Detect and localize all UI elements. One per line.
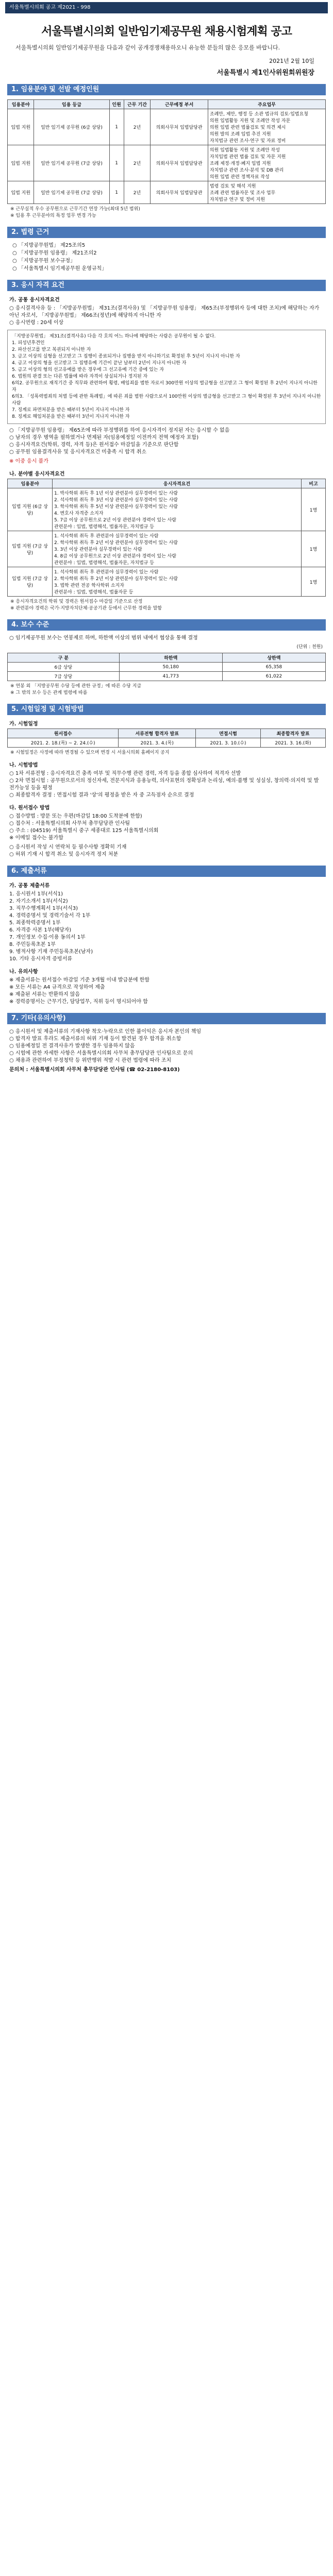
pay-intro: ○ 임기제공무원 보수는 연봉제로 하며, 하한액 이상의 범위 내에서 협상을 통해 결정 — [9, 635, 198, 641]
docs-items: 1. 응시원서 1부(서식1) 2. 자기소개서 1부(서식2) 3. 직무수행계획서 1부(서식3) 4. 경력증명서 및 경력기술서 각 1부 5. 최종학력증명서 1부 6. 자격증 사본 1부(해당자) 7. 개인정보 수집·이용 동의서 1부 8. 주민등록초본 1부 9. 병적사항 기재 주민등록초본(남자) 10. 기타 응시자격 증빙서류 — [9, 891, 93, 962]
section-6-heading: 6. 제출서류 — [7, 866, 326, 877]
dept-cell: 의회사무처 입법담당관 — [151, 145, 208, 181]
section-3 — [7, 280, 326, 612]
requirement-cell: 1. 석사학위 취득 후 관련분야 실무경력이 있는 사람 2. 학사학위 취득 후 2년 이상 관련분야 실무경력이 있는 사람 3. 3년 이상 관련분야 실무경력이 있는 사람 4. 8급 이상 공무원으로 2년 이상 관련분야 경력이 있는 사람 관련분야 : 입법, 법령해석, 법률자문, 자치법규 등 — [53, 531, 302, 567]
schedule-table — [7, 728, 326, 748]
period-cell: 2년 — [124, 109, 151, 145]
note-cell: 1명 — [302, 531, 326, 567]
schedule-cell: 2021. 3. 10.(수) — [195, 738, 260, 748]
schedule-note: ※ 시험일정은 사정에 따라 변경될 수 있으며 변경 시 서울시의회 홈페이지 공지 — [10, 750, 170, 755]
note-cell: 1명 — [302, 567, 326, 597]
table-header-cell: 상한액 — [222, 653, 325, 663]
section-5-heading: 5. 시험일정 및 시험방법 — [7, 704, 326, 715]
table-header-cell: 인원 — [109, 100, 124, 109]
count-cell: 1 — [109, 109, 124, 145]
high-pay-cell: 65,358 — [222, 663, 325, 672]
law-item: ○ 「지방공무원 보수규정」 — [12, 258, 76, 264]
field-cell: 입법 지원 (6급 상당) — [8, 488, 53, 531]
apply-text: ○ 접수방법 : 방문 또는 우편(마감일 18:00 도착분에 한함) ○ 접수처 : 서울특별시의회 사무처 총무담당관 인사팀 ○ 주소 : (04519) 서울특별시 중구 세종대로 125 서울특별시의회 ※ 이메일 접수는 불가함 — [9, 814, 159, 841]
schedule-cell: 2021. 3. 4.(목) — [119, 738, 196, 748]
qualification-note: ※ 응시자격요건의 학위 및 경력은 원서접수 마감일 기준으로 산정 ※ 관련분야 경력은 국가·지방자치단체·공공기관 등에서 근무한 경력을 말함 — [10, 599, 162, 611]
grade-cell: 일반 임기제 공무원 (7급 상당) — [34, 181, 109, 204]
common-qual-heading: 가. 공통 응시자격요건 — [9, 297, 60, 303]
table-row — [8, 663, 326, 672]
table-row — [8, 109, 326, 145]
grade-cell: 일반 임기제 공무원 (6급 상당) — [34, 109, 109, 145]
disqualification-box: 「지방공무원법」 제31조(결격사유) 다음 각 호의 어느 하나에 해당하는 사람은 공무원이 될 수 없다. 1. 피성년후견인 2. 파산선고를 받고 복권되지 아니한 자 3. 금고 이상의 실형을 선고받고 그 집행이 종료되거나 집행을 받지 아니하기로 확정된 후 5년이 지나지 아니한 자 4. 금고 이상의 형을 선고받고 그 집행유예 기간이 끝난 날부터 2년이 지나지 아니한 자 5. 금고 이상의 형의 선고유예를 받은 경우에 그 선고유예 기간 중에 있는 자 6. 법원의 판결 또는 다른 법률에 따라 자격이 상실되거나 정지된 자 6의2. 공무원으로 재직기간 중 직무와 관련하여 횡령, 배임죄를 범한 자로서 300만원 이상의 벌금형을 선고받고 그 형이 확정된 후 2년이 지나지 아니한 자 6의3. 「성폭력범죄의 처벌 등에 관한 특례법」에 따른 죄를 범한 사람으로서 100만원 이상의 벌금형을 선고받고 그 형이 확정된 후 3년이 지나지 아니한 사람 7. 징계로 파면처분을 받은 때부터 5년이 지나지 아니한 자 8. 징계로 해임처분을 받은 때부터 3년이 지나지 아니한 자 — [7, 330, 326, 424]
table-header-cell: 하한액 — [119, 653, 222, 663]
period-cell: 2년 — [124, 181, 151, 204]
note-cell: 1명 — [302, 488, 326, 531]
field-cell: 입법 지원 — [8, 109, 34, 145]
table-row — [8, 181, 326, 204]
table-row — [8, 567, 326, 597]
duties-cell: 법령 검토 및 해석 지원 조례 관련 법률자문 및 조사 업무 자치법규 연구 및 정비 지원 — [208, 181, 325, 204]
table-header-cell: 주요업무 — [208, 100, 325, 109]
table-header-cell: 서류전형 합격자 발표 — [119, 729, 196, 738]
low-pay-cell: 50,180 — [119, 663, 222, 672]
table-header-cell: 원서접수 — [8, 729, 119, 738]
table-header-cell: 임용분야 — [8, 479, 53, 488]
etc-items: ○ 응시원서 및 제출서류의 기재사항 착오·누락으로 인한 불이익은 응시자 본인의 책임 ○ 합격자 발표 후라도 제출서류의 허위 기재 등이 발견된 경우 합격을 취소함 ○ 임용예정일 전 결격사유가 발생한 경우 임용하지 않음 ○ 시험에 관한 자세한 사항은 서울특별시의회 사무처 총무담당관 인사팀으로 문의 ○ 채용과 관련하여 부정청탁 등 위반행위 적발 시 관련 법령에 따라 조치 — [9, 1029, 202, 1063]
section-2 — [7, 227, 326, 273]
notice-number-bar: 서울특별시의회 공고 제2021 - 998 — [5, 2, 328, 13]
table-row — [8, 738, 326, 748]
table-header-cell: 임용 등급 — [34, 100, 109, 109]
section-4 — [7, 619, 326, 697]
docs-heading: 가. 공통 제출서류 — [9, 883, 50, 889]
method-heading: 나. 시험방법 — [9, 762, 38, 768]
notice-date: 2021년 2월 10일 — [269, 58, 314, 64]
method-text: ○ 1차 서류전형 : 응시자격요건 충족 여부 및 직무수행 관련 경력, 자격 등을 종합 심사하여 적격자 선발 ○ 2차 면접시험 : 공무원으로서의 정신자세, 전문지식과 응용능력, 의사표현의 정확성과 논리성, 예의·품행 및 성실성, 창의력·의지력 및 발전가능성 등을 평정 ○ 최종합격자 결정 : 면접시험 결과 '상'의 평정을 받은 자 중 고득점자 순으로 결정 — [9, 771, 319, 798]
field-qual-heading: 나. 분야별 응시자격요건 — [9, 471, 65, 477]
schedule-cell: 2021. 2. 18.(목) ~ 2. 24.(수) — [8, 738, 119, 748]
notice-title: 서울특별시의회 일반임기제공무원 채용시험계획 공고 — [41, 25, 292, 38]
common-qual-text: ○ 응시결격사유 등 : 「지방공무원법」 제31조(결격사유) 및 「지방공무원 임용령」 제65조(부정행위자 등에 대한 조치)에 해당하는 자가 아닌 자로서, 「지방공무원법」 제66조(정년)에 해당하지 아니한 자 ○ 응시연령 : 20세 이상 — [9, 306, 320, 326]
docs-notes-heading: 나. 유의사항 — [9, 969, 38, 975]
table-row — [8, 488, 326, 531]
requirement-cell: 1. 석사학위 취득 후 관련분야 실무경력이 있는 사람 2. 학사학위 취득 후 2년 이상 관련분야 실무경력이 있는 사람 3. 법학 관련 전공 학사학위 소지자 관련분야 : 입법, 법령해석, 법률자문 등 — [53, 567, 302, 597]
duties-cell: 조례안, 제안, 행정 등 소관 법규의 검토·입법요청 의원 입법활동 지원 및 조례안 작성 자문 의원 입법 관련 법률검토 및 의견 제시 의원 발의 조례 입법 추진 지원 자치법규 관련 조사·연구 및 자료 정비 — [208, 109, 325, 145]
low-pay-cell: 41,773 — [119, 672, 222, 681]
qual-notes: ○ 「지방공무원 임용령」 제65조에 따라 부정행위를 하여 응시자격이 정지된 자는 응시할 수 없음 ○ 남자의 경우 병역을 필하였거나 면제된 자(임용예정일 이전까지 전역 예정자 포함) ○ 응시자격요건(학위, 경력, 자격 등)은 원서접수 마감일을 기준으로 판단함 ○ 공무원 임용결격사유 및 응시자격요건 미충족 시 합격 취소 — [9, 428, 230, 455]
table-header-cell: 응시자격요건 — [53, 479, 302, 488]
section-6 — [7, 866, 326, 1006]
apply-heading: 다. 원서접수 방법 — [9, 805, 50, 811]
contact-info: 문의처 : 서울특별시의회 사무처 총무담당관 인사팀 (☎ 02-2180-8103) — [9, 1067, 180, 1073]
table-header-cell: 임용분야 — [8, 100, 34, 109]
table-header-cell: 근무예정 부서 — [151, 100, 208, 109]
law-item: ○ 「지방공무원 임용령」 제21조의2 — [12, 250, 97, 256]
notice-intro: 서울특별시의회 일반임기제공무원을 다음과 같이 공개경쟁채용하오니 유능한 분들의 많은 응모를 바랍니다. — [15, 44, 280, 51]
positions-table — [7, 99, 326, 204]
table-header-cell: 비고 — [302, 479, 326, 488]
table-row — [8, 145, 326, 181]
positions-note: ※ 근무실적 우수 공무원으로 근무기간 연장 가능(최대 5년 범위) ※ 임용 후 근무분야의 특정 업무 변경 가능 — [10, 207, 140, 218]
pay-note: ※ 연봉 외 「지방공무원 수당 등에 관한 규정」에 따른 수당 지급 ※ 그 밖의 보수 등은 관계 법령에 따름 — [10, 684, 142, 696]
schedule-heading: 가. 시험일정 — [9, 721, 38, 727]
table-header-cell: 최종합격자 발표 — [260, 729, 325, 738]
law-list — [7, 242, 326, 273]
section-3-heading: 3. 응시 자격 요건 — [7, 280, 326, 291]
period-cell: 2년 — [124, 145, 151, 181]
grade-cell: 7급 상당 — [8, 672, 120, 681]
notice-issuer: 서울특별시 제1인사위원회위원장 — [217, 69, 314, 77]
high-pay-cell: 61,022 — [222, 672, 325, 681]
table-header-cell: 근무 기간 — [124, 100, 151, 109]
section-1 — [7, 84, 326, 219]
law-item: ○ 「지방공무원법」 제25조의5 — [12, 243, 86, 248]
count-cell: 1 — [109, 145, 124, 181]
qual-mark: ※ 이중 응시 불가 — [9, 459, 48, 464]
field-cell: 입법 지원 (7급 상당) — [8, 531, 53, 567]
section-2-heading: 2. 법령 근거 — [7, 227, 326, 238]
table-row — [8, 531, 326, 567]
pay-unit: (단위 : 천원) — [296, 645, 323, 650]
table-header-cell: 구 분 — [8, 653, 120, 663]
section-7 — [7, 1013, 326, 1074]
schedule-cell: 2021. 3. 16.(화) — [260, 738, 325, 748]
section-5 — [7, 704, 326, 858]
dept-cell: 의회사무처 입법담당관 — [151, 109, 208, 145]
section-4-heading: 4. 보수 수준 — [7, 619, 326, 631]
section-1-heading: 1. 임용분야 및 선발 예정인원 — [7, 84, 326, 95]
table-row — [8, 672, 326, 681]
requirement-cell: 1. 박사학위 취득 후 1년 이상 관련분야 실무경력이 있는 사람 2. 석사학위 취득 후 3년 이상 관련분야 실무경력이 있는 사람 3. 학사학위 취득 후 5년 이상 관련분야 실무경력이 있는 사람 4. 변호사 자격증 소지자 5. 7급 이상 공무원으로 2년 이상 관련분야 경력이 있는 사람 관련분야 : 입법, 법령해석, 법률자문, 자치법규 등 — [53, 488, 302, 531]
count-cell: 1 — [109, 181, 124, 204]
field-cell: 입법 지원 — [8, 181, 34, 204]
section-7-heading: 7. 기타(유의사항) — [7, 1013, 326, 1024]
table-header-cell: 면접시험 — [195, 729, 260, 738]
field-cell: 입법 지원 — [8, 145, 34, 181]
dept-cell: 의회사무처 입법담당관 — [151, 181, 208, 204]
apply-extra: ○ 응시원서 작성 시 연락처 등 필수사항 정확히 기재 ○ 허위 기재 시 합격 취소 및 응시자격 정지 처분 — [9, 844, 127, 857]
docs-notes: ※ 제출서류는 원서접수 마감일 기준 3개월 이내 발급분에 한함 ※ 모든 서류는 A4 규격으로 작성하여 제출 ※ 제출된 서류는 반환하지 않음 ※ 경력증명서는 근무기간, 담당업무, 직위 등이 명시되어야 함 — [9, 977, 150, 1005]
pay-table — [7, 653, 326, 681]
grade-cell: 일반 임기제 공무원 (7급 상당) — [34, 145, 109, 181]
law-item: ○ 「서울특별시 임기제공무원 운영규칙」 — [12, 266, 107, 272]
grade-cell: 6급 상당 — [8, 663, 120, 672]
qualification-table — [7, 479, 326, 597]
field-cell: 입법 지원 (7급 상당) — [8, 567, 53, 597]
duties-cell: 의원 입법활동 지원 및 조례안 작성 자치입법 관련 법률 검토 및 자문 지원 조례 제정·개정·폐지 입법 지원 자치법규 관련 조사·분석 및 DB 관리 의원 입법 관련 정책자료 작성 — [208, 145, 325, 181]
